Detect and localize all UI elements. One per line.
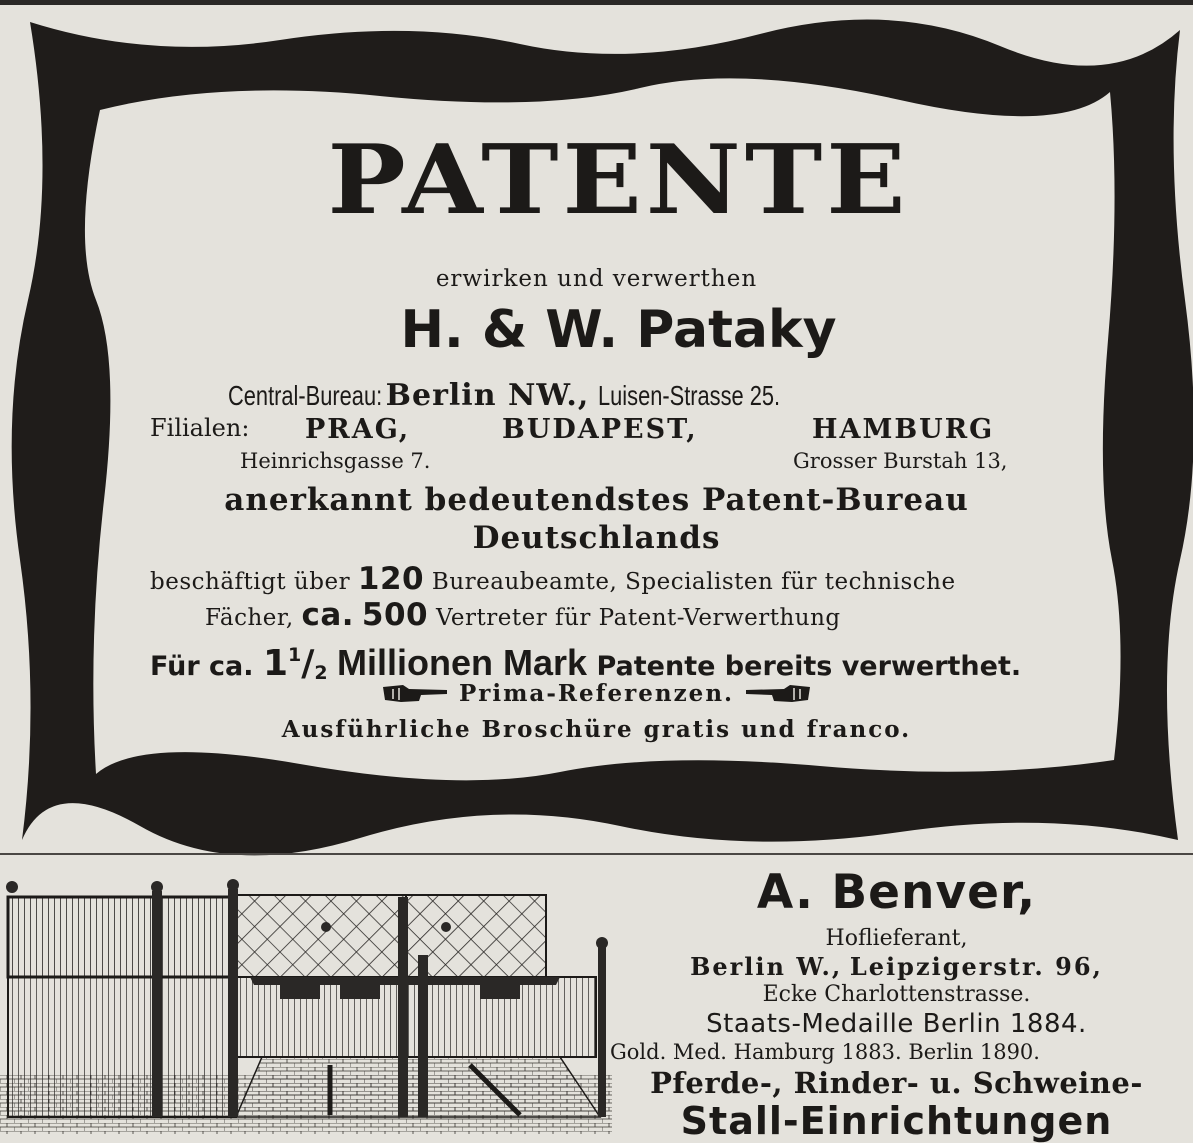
faecher-text: Fächer,	[205, 605, 294, 631]
central-prefix: Central-Bureau:	[228, 380, 383, 411]
benver-name: A. Benver,	[756, 865, 1037, 920]
sales-prefix: Für ca.	[150, 651, 254, 682]
agents-count: 500	[361, 597, 429, 633]
branch-1-address: Heinrichsgasse 7.	[240, 449, 431, 473]
benver-products: Pferde-, Rinder- u. Schweine-	[650, 1066, 1143, 1100]
sales-fraction: $1^1/_2$	[262, 643, 328, 684]
ad-title: PATENTE	[327, 122, 910, 237]
brochure-line: Ausführliche Broschüre gratis und franco.	[281, 716, 912, 743]
sales-num: 1	[288, 644, 302, 666]
agents-suffix: Vertreter für Patent-Verwerthung	[435, 605, 841, 631]
branch-budapest	[502, 414, 698, 445]
branch-2: BUDAPEST,	[502, 414, 698, 445]
ad-subtitle: erwirken und verwerthen	[435, 266, 758, 292]
benver-corner: Ecke Charlottenstrasse.	[762, 982, 1031, 1007]
staff-prefix: beschäftigt über	[150, 569, 351, 595]
agents-prefix: ca.	[301, 597, 355, 633]
branch-prag	[305, 414, 410, 445]
benver-products-2: Stall-Einrichtungen	[680, 1099, 1113, 1143]
staff-line	[150, 561, 956, 597]
benver-street: Leipzigerstr. 96,	[849, 952, 1103, 981]
central-street: Luisen-Strasse 25.	[597, 380, 780, 411]
staff-suffix: Bureaubeamte, Specialisten für technische	[431, 569, 956, 595]
sales-line	[150, 642, 1021, 684]
branch-hamburg	[812, 414, 994, 445]
agents-line	[205, 597, 841, 633]
staff-count: 120	[357, 561, 425, 597]
references-line	[0, 680, 1193, 707]
sales-amount: Millionen Mark	[337, 642, 588, 683]
claim-line-1: anerkannt bedeutendstes Patent-Bureau	[224, 482, 969, 518]
sales-suffix: Patente bereits verwerthet.	[596, 651, 1022, 682]
branch-1: PRAG,	[305, 414, 411, 445]
pointing-hand-right-icon	[381, 681, 449, 705]
central-city: Berlin NW.,	[385, 378, 590, 413]
central-bureau-line	[228, 378, 831, 413]
branch-3: HAMBURG	[812, 414, 995, 445]
benver-city: Berlin W.,	[690, 952, 843, 981]
section-divider	[0, 853, 1193, 855]
benver-medal-1: Staats-Medaille Berlin 1884.	[706, 1009, 1087, 1039]
filialen-label: Filialen:	[150, 414, 250, 442]
firm-name: H. & W. Pataky	[400, 300, 837, 360]
benver-address-line	[600, 952, 1193, 981]
references-text: Prima-Referenzen.	[458, 680, 735, 707]
sales-den: 2	[314, 662, 328, 684]
branch-3-address: Grosser Burstah 13,	[793, 449, 1008, 473]
benver-title: Hoflieferant,	[825, 926, 968, 951]
benver-medal-2: Gold. Med. Hamburg 1883. Berlin 1890.	[610, 1040, 1040, 1064]
pointing-hand-left-icon	[744, 681, 812, 705]
sales-int: 1	[262, 643, 288, 684]
claim-line-2: Deutschlands	[472, 520, 721, 556]
stable-interior-illustration	[0, 875, 612, 1134]
